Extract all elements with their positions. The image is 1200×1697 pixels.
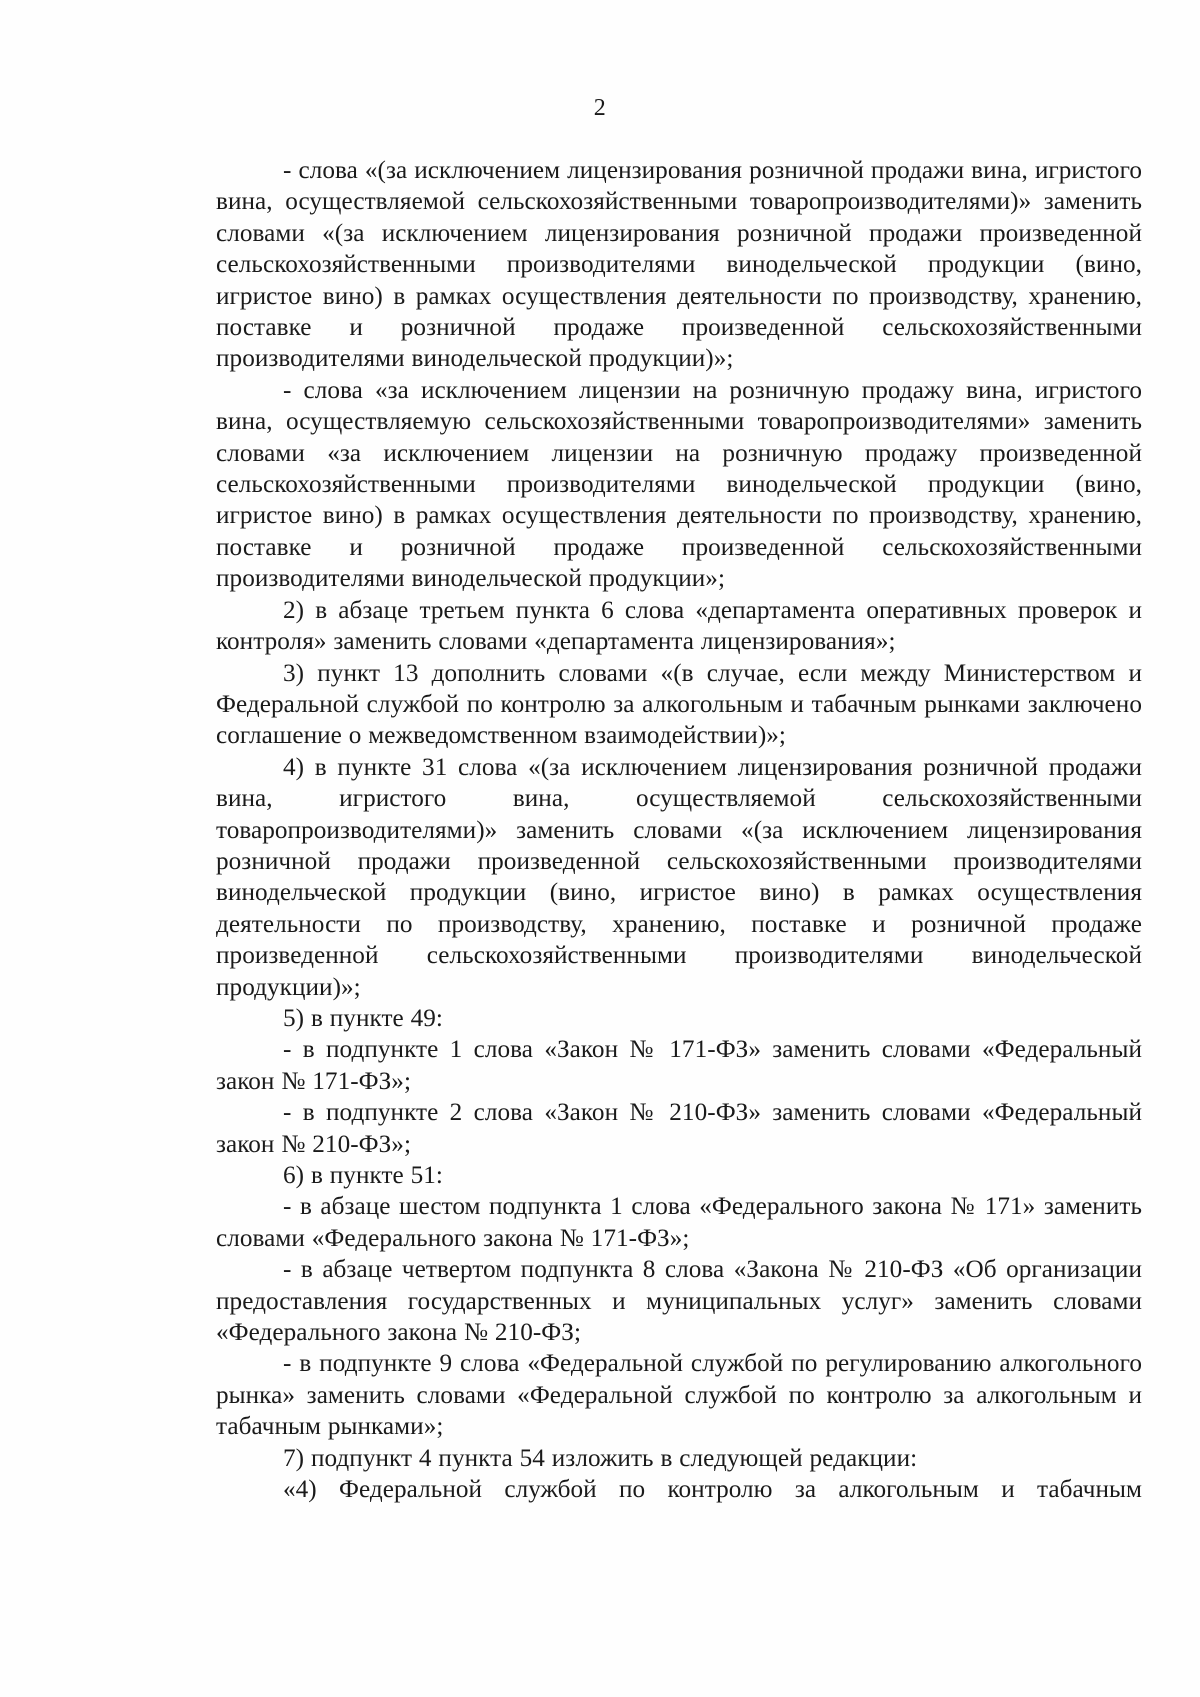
paragraph-9: 6) в пункте 51: xyxy=(283,1162,443,1189)
paragraph-13: 7) подпункт 4 пункта 54 изложить в следующей редакции: xyxy=(283,1444,918,1472)
paragraph-5: 4) в пункте 31 слова «(за исключением лицензирования розничной продажи вина, игристого вина, осуществляемой сельскохозяйственными товаропроизводителями)» заменить словами «(за исключением лицензирования розничной продажи произведенной сельскохозяйственными производителями винодельческой продукции (вино, игристое вино) в рамках осуществления деятельности по производству, хранению, поставке и розничной продаже произведенной сельскохозяйственными производителями винодельческой продукции)»; xyxy=(216,753,1142,1001)
paragraph-7: - в подпункте 1 слова «Закон № 171-ФЗ» заменить словами «Федеральный закон № 171-ФЗ»; xyxy=(216,1036,1142,1095)
paragraph-6: 5) в пункте 49: xyxy=(283,1004,443,1032)
paragraph-2: - слова «за исключением лицензии на розничную продажу вина, игристого вина, осуществляемую сельскохозяйственными товаропроизводителями» заменить словами «за исключением лицензии на розничную продажу произведенной сельскохозяйственными производителями винодельческой продукции (вино, игристое вино) в рамках осуществления деятельности по производству, хранению, поставке и розничной продаже произведенной сельскохозяйственными производителями винодельческой продукции»; xyxy=(216,376,1142,593)
paragraph-10: - в абзаце шестом подпункта 1 слова «Федерального закона № 171» заменить словами «Федерального закона № 171-ФЗ»; xyxy=(216,1193,1142,1252)
paragraph-12: - в подпункте 9 слова «Федеральной службой по регулированию алкогольного рынка» заменить словами «Федеральной службой по контролю за алкогольным и табачным рынками»; xyxy=(216,1350,1142,1441)
paragraph-8: - в подпункте 2 слова «Закон № 210-ФЗ» заменить словами «Федеральный закон № 210-ФЗ»; xyxy=(216,1099,1142,1158)
paragraph-1: - слова «(за исключением лицензирования розничной продажи вина, игристого вина, осуществляемой сельскохозяйственными товаропроизводителями)» заменить словами «(за исключением лицензирования розничной продажи произведенной сельскохозяйственными производителями винодельческой продукции (вино, игристое вино) в рамках осуществления деятельности по производству, хранению, поставке и розничной продаже произведенной сельскохозяйственными производителями винодельческой продукции)»; xyxy=(216,157,1142,373)
document-body xyxy=(216,155,1142,1505)
page-number: 2 xyxy=(593,95,607,121)
paragraph-11: - в абзаце четвертом подпункта 8 слова «Закона № 210-ФЗ «Об организации предоставления государственных и муниципальных услуг» заменить словами «Федерального закона № 210-ФЗ; xyxy=(216,1256,1142,1347)
paragraph-4: 3) пункт 13 дополнить словами «(в случае, если между Министерством и Федеральной службой по контролю за алкогольным и табачным рынками заключено соглашение о межведомственном взаимодействии)»; xyxy=(216,659,1142,750)
paragraph-14: «4) Федеральной службой по контролю за алкогольным и табачным xyxy=(283,1476,1142,1504)
paragraph-3: 2) в абзаце третьем пункта 6 слова «департамента оперативных проверок и контроля» заменить словами «департамента лицензирования»; xyxy=(216,596,1142,656)
